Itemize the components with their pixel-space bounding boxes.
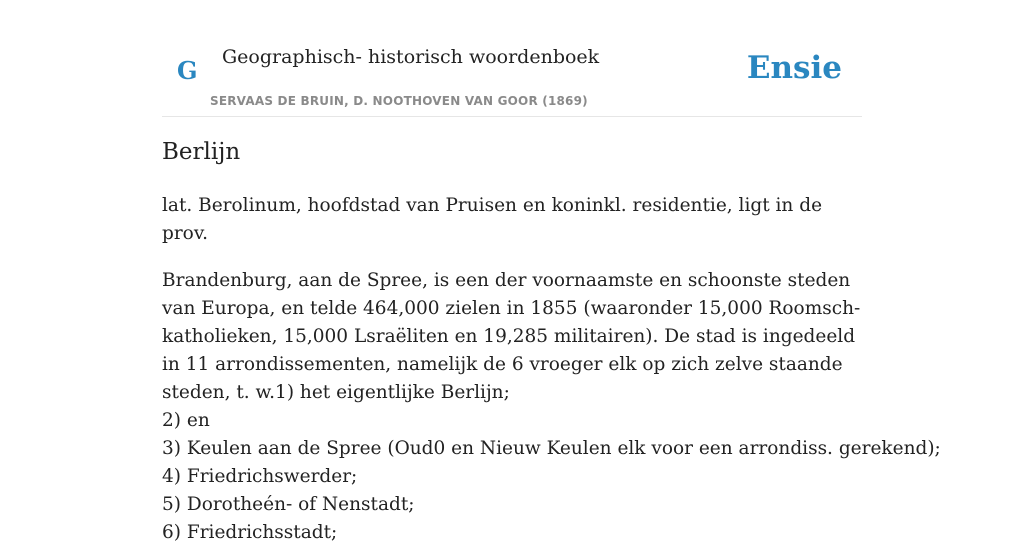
entry-list-item: 2) en: [162, 410, 210, 431]
ensie-logo[interactable]: Ensie: [746, 50, 842, 86]
publication-logo[interactable]: G: [177, 56, 198, 85]
entry-content: [162, 192, 941, 547]
entry-list-item: 4) Friedrichswerder;: [162, 466, 358, 487]
entry-list-item: 3) Keulen aan de Spree (Oud0 en Nieuw Keulen elk voor een arrondiss. gerekend);: [162, 438, 941, 459]
site-header: [162, 0, 862, 117]
book-title-link[interactable]: Geographisch- historisch woordenboek: [222, 46, 600, 68]
entry-intro: lat. Berolinum, hoofdstad van Pruisen en koninkl. residentie, ligt in de prov.: [162, 195, 823, 244]
entry-paragraph: Brandenburg, aan de Spree, is een der voornaamste en schoonste steden van Europa, en telde 464,000 zielen in 1855 (waaronder 15,000 Roomsch-katholieken, 15,000 Lsraëliten en 19,285 militairen). De stad is ingedeeld in 11 arrondissementen, namelijk de 6 vroeger elk op zich zelve staande steden, t. w.1) het eigentlijke Berlijn;: [162, 270, 861, 403]
entry-title: Berlijn: [162, 139, 241, 165]
entry-list-item: 5) Dorotheén- of Nenstadt;: [162, 494, 415, 515]
entry-list-item: 6) Friedrichsstadt;: [162, 522, 338, 543]
entry-list: [162, 407, 941, 547]
book-authors: SERVAAS DE BRUIN, D. NOOTHOVEN VAN GOOR (1869): [210, 94, 588, 108]
